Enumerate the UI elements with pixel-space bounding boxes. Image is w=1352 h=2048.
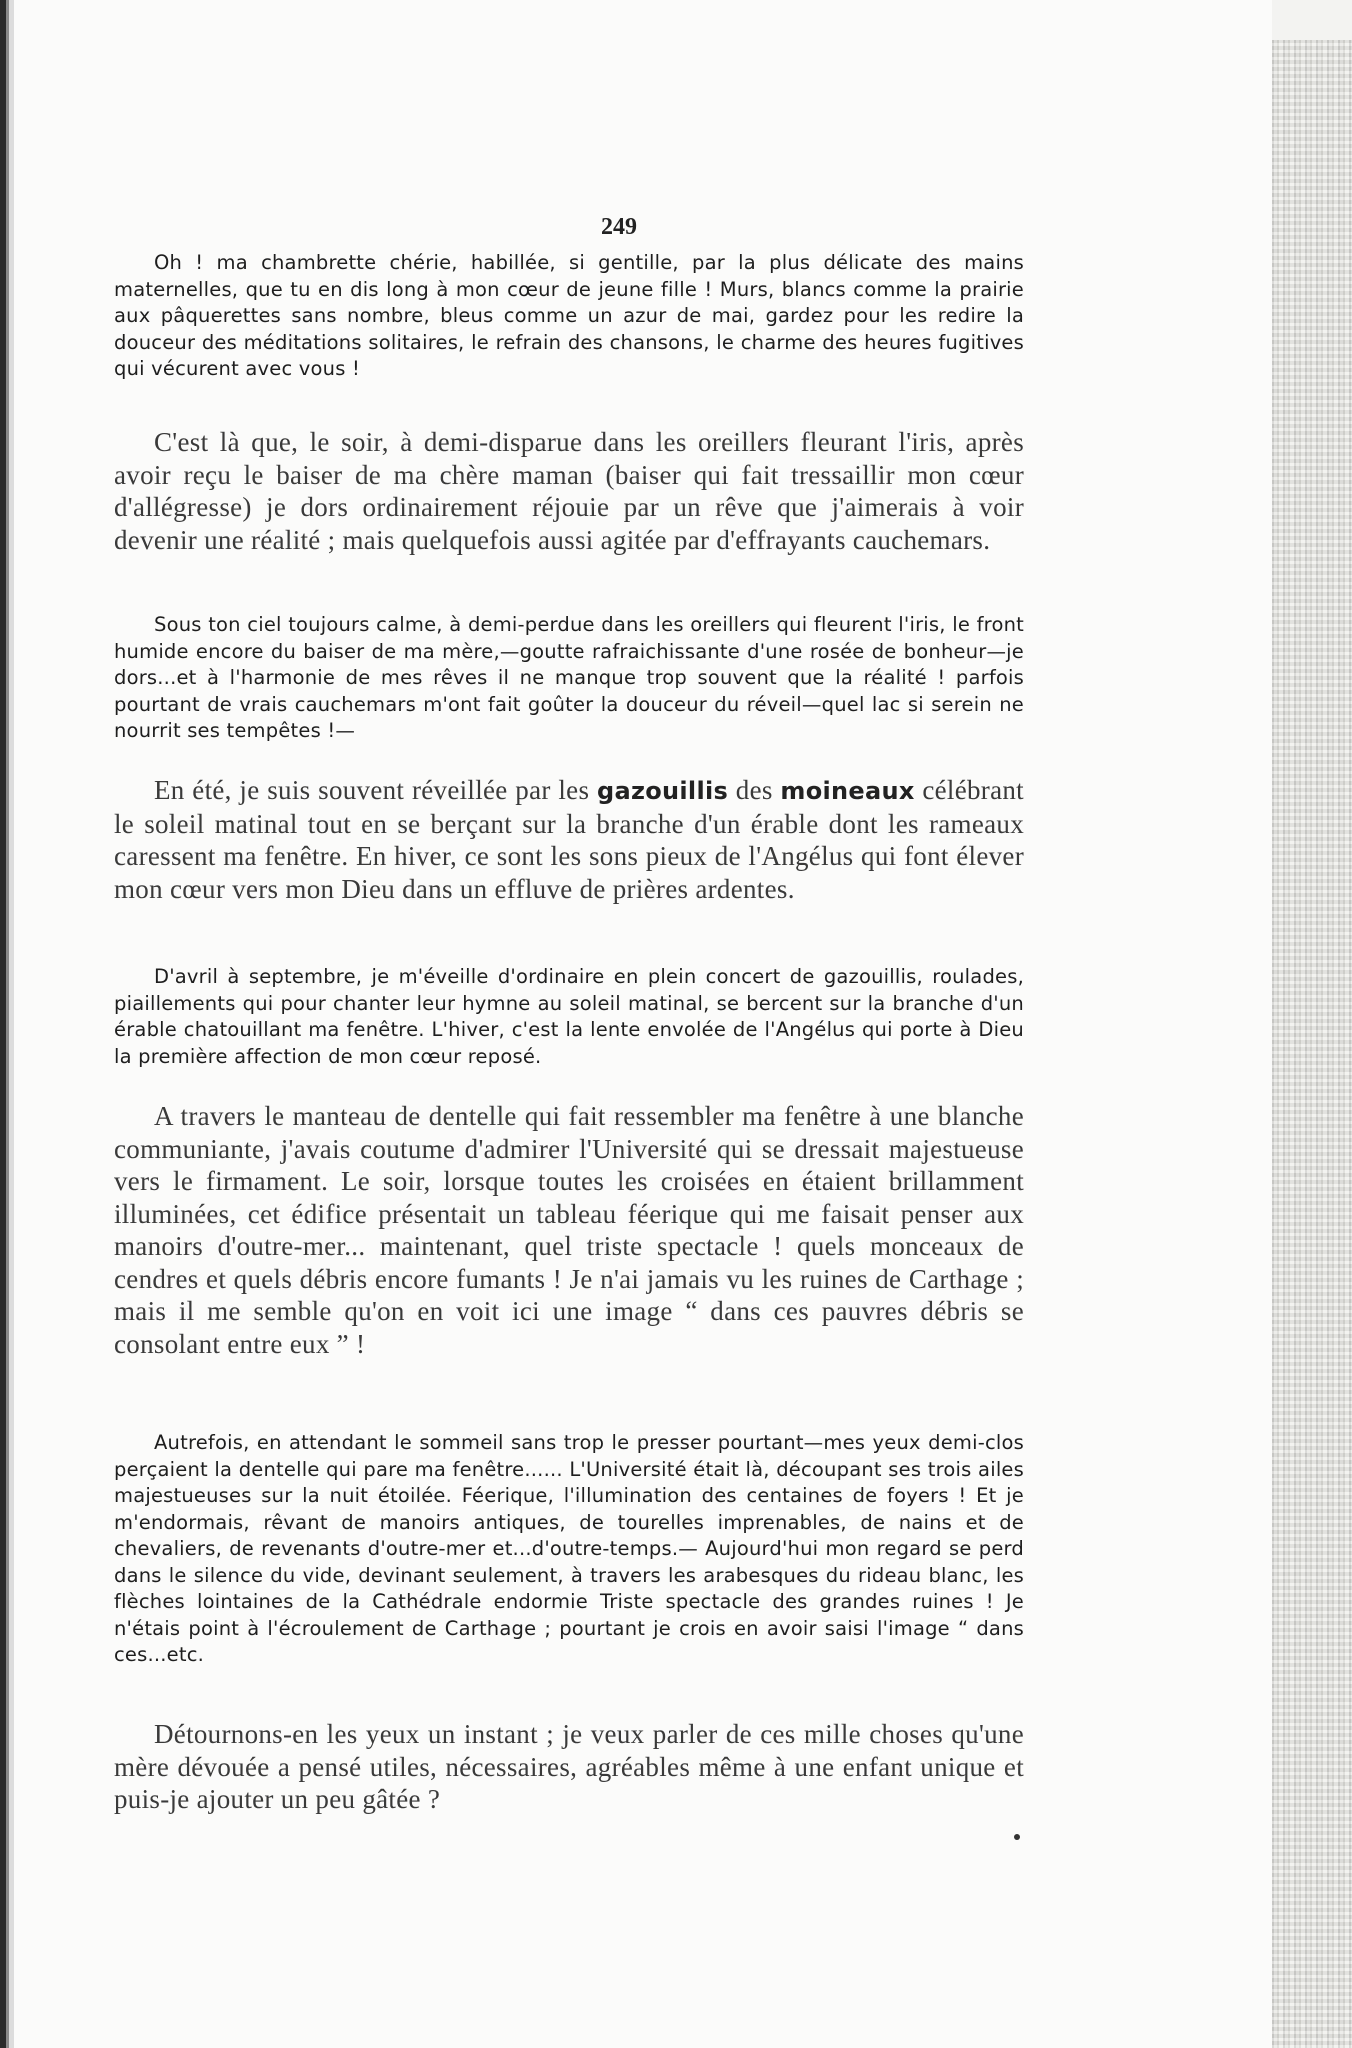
p4-text-mid: des	[728, 775, 781, 805]
printed-paragraph-3: A travers le manteau de dentelle qui fait ressembler ma fenêtre à une blanche communiante, j'avais coutume d'admirer l'Université qui se dressait majestueuse vers le firmament. Le soir, lorsque toutes les croisées en étaient brillamment illuminées, cet édifice présentait un tableau féerique qui me faisait penser aux manoirs d'outre-mer... maintenant, quel triste spectacle ! quels monceaux de cendres et quels débris encore fumants ! Je n'ai jamais vu les ruines de Carthage ; mais il me semble qu'on en voit ici une image “ dans ces pauvres débris se consolant entre eux ” !	[114, 1101, 1024, 1359]
ink-speck	[1014, 1834, 1020, 1840]
scan-left-border	[0, 0, 14, 2048]
typed-paragraph-4: Autrefois, en attendant le sommeil sans trop le presser pourtant—mes yeux demi-clos perçaient la dentelle qui pare ma fenêtre...... L'Université était là, découpant ses trois ailes majestueuses sur la nuit étoilée. Féerique, l'illumination des centaines de foyers ! Et je m'endormais, rêvant de manoirs antiques, de tourelles imprenables, de nains et de chevaliers, de revenants d'outre-mer et...d'outre-temps.— Aujourd'hui mon regard se perd dans le silence du vide, devinant seulement, à travers les arabesques du rideau blanc, les flèches lointaines de la Cathédrale endormie Triste spectacle des grandes ruines ! Je n'étais point à l'écroulement de Carthage ; pourtant je crois en avoir saisi l'image “ dans ces...etc.	[114, 1431, 1024, 1666]
page-stack-edge	[1272, 40, 1352, 2048]
p4-text-start: En été, je suis souvent réveillée par les	[154, 775, 597, 805]
typed-paragraph-3: D'avril à septembre, je m'éveille d'ordinaire en plein concert de gazouillis, roulades, piaillements qui pour chanter leur hymne au soleil matinal, se bercent sur la branche d'un érable chatouillant ma fenêtre. L'hiver, c'est la lente envolée de l'Angélus qui porte à Dieu la première affection de mon cœur reposé.	[114, 965, 1024, 1068]
book-page	[14, 0, 1272, 2048]
emphasis-gazouillis: gazouillis	[596, 777, 729, 805]
printed-paragraph-4: Détournons-en les yeux un instant ; je veux parler de ces mille choses qu'une mère dévouée a pensé utiles, nécessaires, agréables même à une enfant unique et puis-je ajouter un peu gâtée ?	[114, 1719, 1024, 1814]
typed-paragraph-1: Oh ! ma chambrette chérie, habillée, si gentille, par la plus délicate des mains maternelles, que tu en dis long à mon cœur de jeune fille ! Murs, blancs comme la prairie aux pâquerettes sans nombre, bleus comme un azur de mai, gardez pour les redire la douceur des méditations solitaires, le refrain des chansons, le charme des heures fugitives qui vécurent avec vous !	[114, 251, 1024, 380]
p4-text-end: célébrant le soleil matinal tout en se berçant sur la branche d'un érable dont les rameaux caressent ma fenêtre. En hiver, ce sont les sons pieux de l'Angélus qui font élever mon cœur vers mon Dieu dans un effluve de prières ardentes.	[114, 775, 1024, 904]
emphasis-moineaux: moineaux	[780, 777, 915, 805]
typed-paragraph-2: Sous ton ciel toujours calme, à demi-perdue dans les oreillers qui fleurent l'iris, le front humide encore du baiser de ma mère,—goutte rafraichissante d'une rosée de bonheur—je dors...et à l'harmonie de mes rêves il ne manque trop souvent que la réalité ! parfois pourtant de vrais cauchemars m'ont fait goûter la douceur du réveil—quel lac si serein ne nourrit ses tempêtes !—	[114, 613, 1024, 742]
printed-paragraph-1: C'est là que, le soir, à demi-disparue dans les oreillers fleurant l'iris, après avoir reçu le baiser de ma chère maman (baiser qui fait tressaillir mon cœur d'allégresse) je dors ordinairement réjouie par un rêve que j'aimerais à voir devenir une réalité ; mais quelquefois aussi agitée par d'effrayants cauchemars.	[114, 427, 1024, 555]
printed-paragraph-2	[114, 774, 1024, 905]
page-number: 249	[601, 214, 637, 240]
